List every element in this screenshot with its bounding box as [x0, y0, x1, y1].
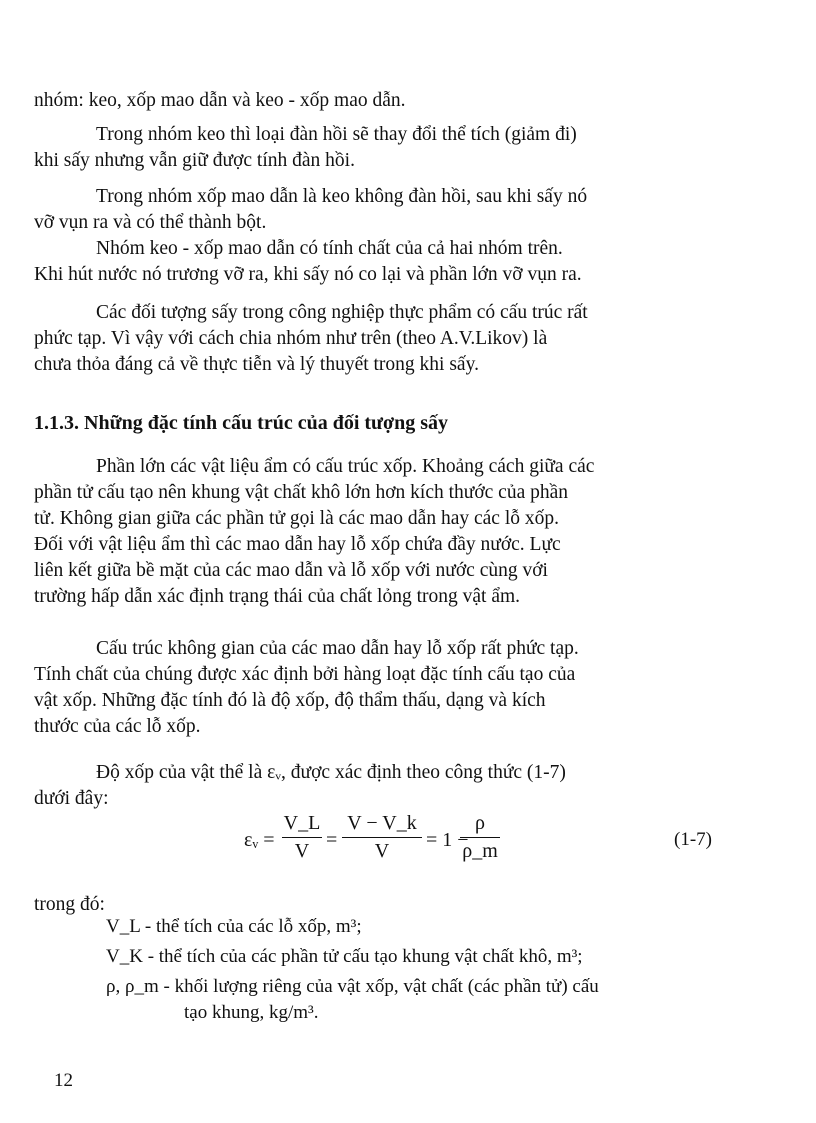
text-line: chưa thỏa đáng cả về thực tiễn và lý thuyết trong khi sấy. [34, 354, 479, 375]
paragraph-do-xop [34, 760, 782, 812]
formula-equals: = [326, 829, 338, 851]
paragraph-xop-mao-dan [34, 184, 782, 236]
paragraph-cau-truc-xop [34, 454, 782, 610]
fraction-vl-over-v: V_L V [283, 812, 321, 862]
equation-number: (1-7) [674, 829, 712, 850]
fraction-bar [342, 837, 422, 838]
fraction-bar [282, 837, 322, 838]
definition-vk: V_K - thể tích của các phần tử cấu tạo khung vật chất khô, m³; [106, 946, 583, 967]
formula-one-minus: = 1 − [426, 829, 469, 851]
formula-lhs: εᵥ = [244, 829, 275, 851]
section-heading: 1.1.3. Những đặc tính cấu trúc của đối tượng sấy [34, 412, 449, 434]
definition-vl: V_L - thể tích của các lỗ xốp, m³; [106, 916, 362, 937]
text-line: Các đối tượng sấy trong công nghiệp thực phẩm có cấu trúc rất [96, 302, 588, 323]
text-line: Nhóm keo - xốp mao dẫn có tính chất của cả hai nhóm trên. [96, 238, 563, 259]
paragraph-keo-xop [34, 236, 782, 288]
text-line: tử. Không gian giữa các phần tử gọi là các mao dẫn hay các lỗ xốp. [34, 508, 559, 529]
text-line: dưới đây: [34, 788, 109, 809]
fraction-rho-over-rhom: ρ ρ_m [460, 812, 500, 863]
definitions-list [106, 914, 599, 1026]
text-line: vỡ vụn ra và có thể thành bột. [34, 212, 267, 233]
text-line: trường hấp dẫn xác định trạng thái của chất lỏng trong vật ẩm. [34, 586, 521, 607]
fraction-v-minus-vk-over-v: V − V_k V [342, 812, 422, 863]
text-line: phần tử cấu tạo nên khung vật chất khô lớn hơn kích thước của phần [34, 482, 569, 503]
definition-rho-cont: tạo khung, kg/m³. [184, 1002, 319, 1023]
text-line: Độ xốp của vật thể là εᵥ, được xác định theo công thức (1-7) [96, 762, 566, 783]
text-line: Cấu trúc không gian của các mao dẫn hay lỗ xốp rất phức tạp. [96, 638, 579, 659]
text-line: phức tạp. Vì vậy với cách chia nhóm như trên (theo A.V.Likov) là [34, 328, 548, 349]
text-line: nhóm: keo, xốp mao dẫn và keo - xốp mao dẫn. [34, 90, 406, 111]
paragraph-keo [34, 122, 782, 174]
text-line: liên kết giữa bề mặt của các mao dẫn và lỗ xốp với nước cùng với [34, 560, 548, 581]
where-label: trong đó: [34, 894, 105, 915]
definition-rho: ρ, ρ_m - khối lượng riêng của vật xốp, vật chất (các phần tử) cấu [106, 976, 599, 997]
paragraph-doi-tuong-say [34, 300, 782, 378]
paragraph-khong-gian [34, 636, 782, 740]
text-line: Trong nhóm keo thì loại đàn hồi sẽ thay đổi thể tích (giảm đi) [96, 124, 577, 145]
formula-1-7 [244, 812, 764, 882]
text-line: Tính chất của chúng được xác định bởi hàng loạt đặc tính cấu tạo của [34, 664, 576, 685]
text-line: khi sấy nhưng vẫn giữ được tính đàn hồi. [34, 150, 355, 171]
text-line: Khi hút nước nó trương vỡ ra, khi sấy nó co lại và phần lớn vỡ vụn ra. [34, 264, 582, 285]
paragraph-intro [34, 88, 782, 114]
text-line: vật xốp. Những đặc tính đó là độ xốp, độ thẩm thấu, dạng và kích [34, 690, 546, 711]
text-line: thước của các lỗ xốp. [34, 716, 201, 737]
page-number: 12 [54, 1070, 73, 1091]
fraction-bar [460, 837, 500, 838]
text-line: Trong nhóm xốp mao dẫn là keo không đàn hồi, sau khi sấy nó [96, 186, 588, 207]
text-line: Đối với vật liệu ẩm thì các mao dẫn hay lỗ xốp chứa đầy nước. Lực [34, 534, 561, 555]
text-line: Phần lớn các vật liệu ẩm có cấu trúc xốp. Khoảng cách giữa các [96, 456, 595, 477]
